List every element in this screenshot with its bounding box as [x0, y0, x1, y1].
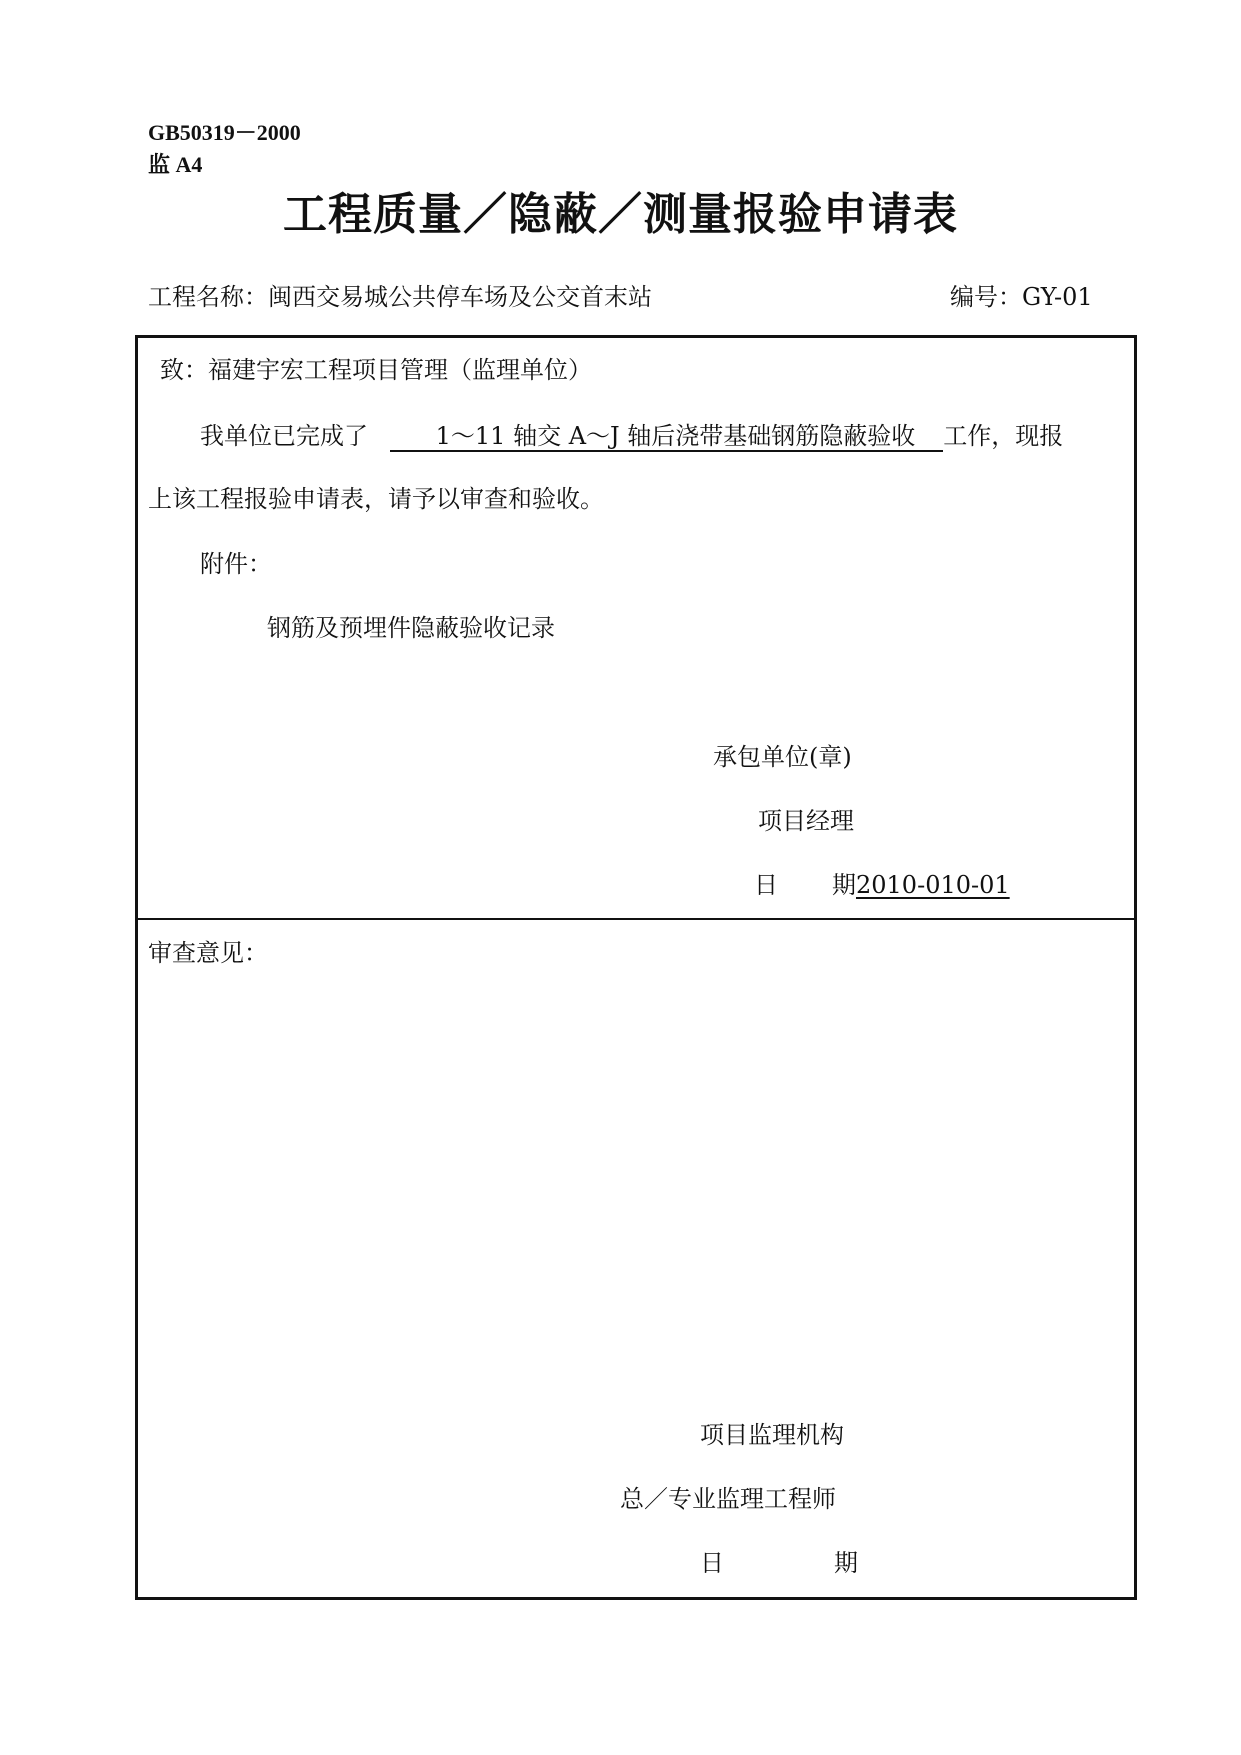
project-name-value: 闽西交易城公共停车场及公交首末站: [268, 283, 652, 311]
review-opinion-label: 审查意见：: [148, 939, 268, 967]
application-date-day-label: 日: [754, 871, 778, 899]
form-number-value: GY-01: [1022, 283, 1093, 311]
addressee-value: 福建宇宏工程项目管理（监理单位）: [208, 356, 592, 384]
form-code: 监 A4: [148, 152, 203, 177]
project-manager-label: 项目经理: [758, 807, 854, 835]
completed-suffix: 工作，现报: [943, 422, 1064, 450]
project-name-label: 工程名称：: [148, 283, 268, 311]
standard-code: GB50319－2000: [148, 120, 301, 145]
addressee-row: [160, 355, 592, 385]
form-number-row: [950, 282, 1093, 312]
completed-work-field: 1～11 轴交 A～J 轴后浇带基础钢筋隐蔽验收: [390, 422, 944, 452]
page-title: 工程质量／隐蔽／测量报验申请表: [283, 189, 958, 240]
form-number-label: 编号：: [950, 283, 1022, 311]
application-date-row: [832, 870, 1010, 900]
application-date-value: 2010-010-01: [856, 871, 1010, 899]
form-frame: [135, 335, 1137, 1600]
contractor-seal-label: 承包单位(章): [713, 743, 852, 771]
completed-work-row: [200, 421, 1063, 452]
application-date-period-label: 期: [832, 871, 856, 899]
review-date-day-label: 日: [700, 1549, 724, 1577]
review-date-period-label: 期: [834, 1549, 858, 1577]
attachment-item: 钢筋及预埋件隐蔽验收记录: [267, 614, 555, 642]
supervising-engineer-label: 总／专业监理工程师: [620, 1485, 836, 1513]
supervision-org-label: 项目监理机构: [700, 1421, 844, 1449]
request-text: 上该工程报验申请表，请予以审查和验收。: [148, 485, 604, 513]
attachment-label: 附件：: [200, 550, 272, 578]
completed-prefix: 我单位已完成了: [200, 422, 368, 450]
section-divider: [135, 918, 1137, 920]
addressee-label: 致：: [160, 356, 208, 384]
project-name-row: [148, 282, 652, 312]
